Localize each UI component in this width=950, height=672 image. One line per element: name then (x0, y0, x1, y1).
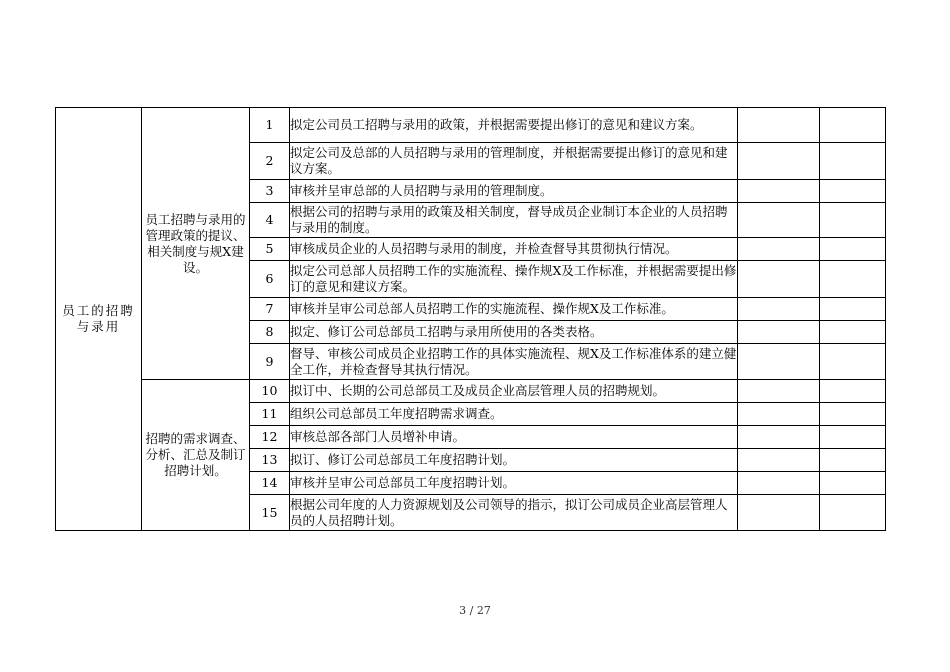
row-description: 拟定公司及总部的人员招聘与录用的管理制度，并根据需要提出修订的意见和建议方案。 (290, 143, 738, 180)
blank-cell (820, 380, 886, 403)
row-description: 拟订中、长期的公司总部员工及成员企业高层管理人员的招聘规划。 (290, 380, 738, 403)
row-description: 拟定、修订公司总部员工招聘与录用所使用的各类表格。 (290, 321, 738, 344)
blank-cell (820, 238, 886, 261)
blank-cell (738, 180, 820, 203)
blank-cell (738, 495, 820, 531)
blank-cell (820, 403, 886, 426)
row-number: 5 (250, 238, 290, 261)
table-row (56, 380, 886, 403)
row-description: 审核总部各部门人员增补申请。 (290, 426, 738, 449)
row-number: 4 (250, 203, 290, 238)
blank-cell (820, 261, 886, 298)
blank-cell (738, 108, 820, 143)
blank-cell (738, 472, 820, 495)
blank-cell (738, 261, 820, 298)
row-number: 10 (250, 380, 290, 403)
row-number: 9 (250, 344, 290, 380)
blank-cell (738, 143, 820, 180)
blank-cell (820, 108, 886, 143)
row-number: 7 (250, 298, 290, 321)
row-number: 6 (250, 261, 290, 298)
blank-cell (820, 203, 886, 238)
blank-cell (820, 344, 886, 380)
blank-cell (738, 403, 820, 426)
blank-cell (738, 344, 820, 380)
row-number: 15 (250, 495, 290, 531)
blank-cell (738, 449, 820, 472)
row-description: 拟定公司员工招聘与录用的政策，并根据需要提出修订的意见和建议方案。 (290, 108, 738, 143)
blank-cell (820, 180, 886, 203)
category-cell: 员工的招聘与录用 (56, 108, 142, 531)
row-number: 8 (250, 321, 290, 344)
page-number: 3 / 27 (459, 604, 491, 617)
row-description: 拟定公司总部人员招聘工作的实施流程、操作规X及工作标准，并根据需要提出修订的意见和建议方案。 (290, 261, 738, 298)
blank-cell (820, 298, 886, 321)
blank-cell (738, 203, 820, 238)
blank-cell (820, 143, 886, 180)
row-number: 12 (250, 426, 290, 449)
row-description: 审核并呈审公司总部员工年度招聘计划。 (290, 472, 738, 495)
row-number: 14 (250, 472, 290, 495)
row-number: 2 (250, 143, 290, 180)
row-number: 11 (250, 403, 290, 426)
row-description: 审核并呈审公司总部人员招聘工作的实施流程、操作规X及工作标准。 (290, 298, 738, 321)
row-number: 1 (250, 108, 290, 143)
row-number: 3 (250, 180, 290, 203)
blank-cell (738, 238, 820, 261)
blank-cell (820, 321, 886, 344)
row-description: 督导、审核公司成员企业招聘工作的具体实施流程、规X及工作标准体系的建立健全工作，并检查督导其执行情况。 (290, 344, 738, 380)
blank-cell (820, 472, 886, 495)
blank-cell (738, 298, 820, 321)
responsibility-table (55, 107, 886, 531)
blank-cell (738, 380, 820, 403)
group-cell-planning: 招聘的需求调查、分析、汇总及制订招聘计划。 (142, 380, 250, 531)
row-description: 审核并呈审总部的人员招聘与录用的管理制度。 (290, 180, 738, 203)
blank-cell (820, 449, 886, 472)
row-description: 根据公司年度的人力资源规划及公司领导的指示，拟订公司成员企业高层管理人员的人员招聘计划。 (290, 495, 738, 531)
table-row (56, 108, 886, 143)
blank-cell (738, 321, 820, 344)
blank-cell (738, 426, 820, 449)
blank-cell (820, 495, 886, 531)
row-description: 组织公司总部员工年度招聘需求调查。 (290, 403, 738, 426)
blank-cell (820, 426, 886, 449)
group-cell-policy: 员工招聘与录用的管理政策的提议、相关制度与规X建设。 (142, 108, 250, 380)
row-description: 审核成员企业的人员招聘与录用的制度，并检查督导其贯彻执行情况。 (290, 238, 738, 261)
row-description: 拟订、修订公司总部员工年度招聘计划。 (290, 449, 738, 472)
row-description: 根据公司的招聘与录用的政策及相关制度，督导成员企业制订本企业的人员招聘与录用的制度。 (290, 203, 738, 238)
row-number: 13 (250, 449, 290, 472)
